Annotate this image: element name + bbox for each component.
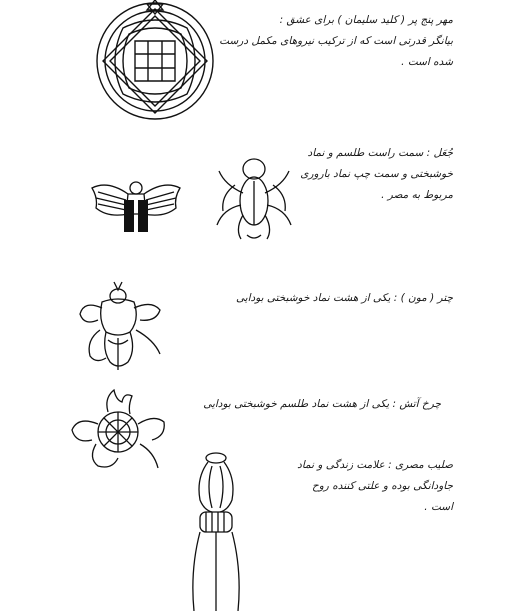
caption-umbrella (236, 288, 453, 309)
scarab-icon (213, 155, 295, 241)
ankh-icon (186, 452, 246, 611)
caption-seal-of-solomon (219, 10, 453, 73)
caption-line: است . (424, 501, 453, 513)
umbrella-icon (72, 280, 172, 372)
winged-scarab-icon (88, 178, 184, 234)
solomon-seal-icon (95, 0, 215, 122)
caption-line: صلیب مصری : علامت زندگی و نماد (297, 459, 453, 471)
caption-line: چتر ( مون ) : یکی از هشت نماد خوشبختی بودایی (235, 292, 453, 304)
caption-line: جاودانگی بوده و علتی کننده روح (311, 480, 453, 492)
fire-wheel-icon (68, 388, 172, 472)
caption-scarab (300, 143, 453, 206)
caption-wheel-of-fire (203, 394, 441, 415)
caption-line: جُعَل : سمت راست طلسم و نماد (307, 147, 453, 159)
caption-line: چرخ آتش : یکی از هشت نماد طلسم خوشبختی بودایی (203, 398, 441, 410)
caption-line: بیانگر قدرتی است که از ترکیب نیروهای مکمل درست (219, 35, 453, 47)
caption-line: مهر پنج پر ( کلید سلیمان ) برای عشق : (279, 14, 453, 26)
caption-line: خوشبختی و سمت چپ نماد باروری (300, 168, 453, 180)
caption-ankh (297, 455, 453, 518)
caption-line: مربوط به مصر . (381, 189, 453, 201)
caption-line: شده است . (401, 56, 453, 68)
